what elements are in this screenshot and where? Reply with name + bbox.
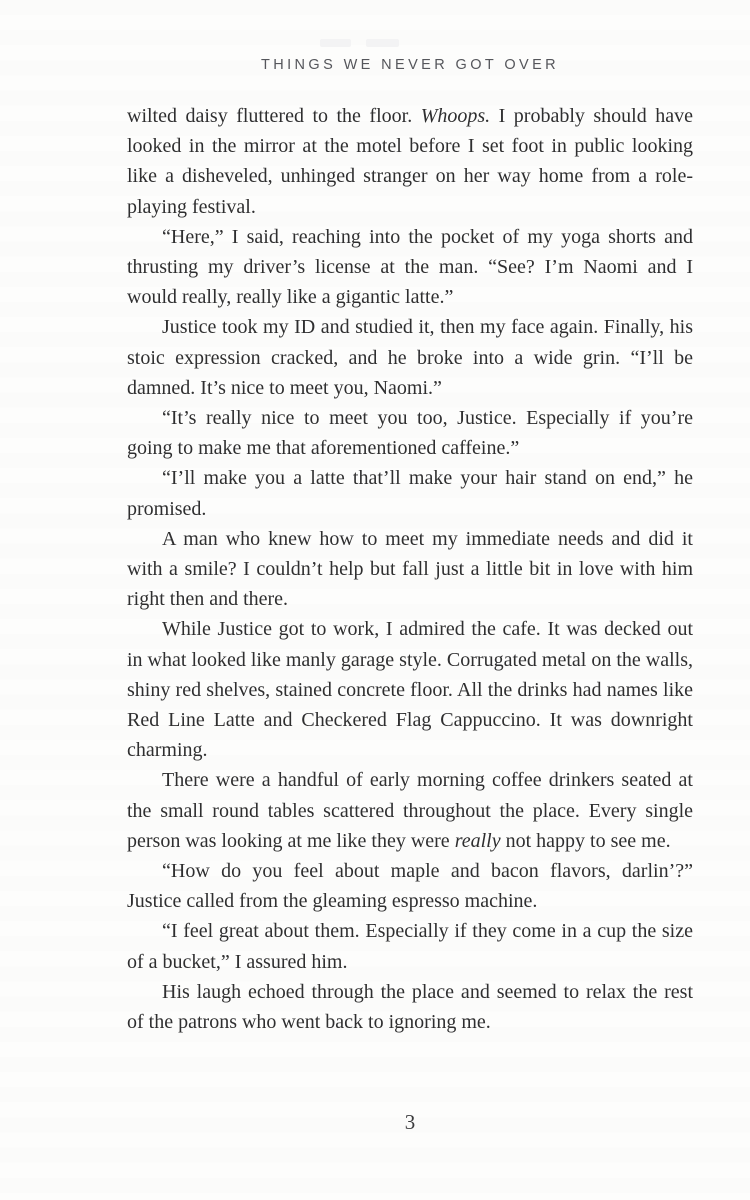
text-segment: “Here,” I said, reaching into the pocket of my yoga shorts and thrusting my driver’s license at the man. “See? I’m Naomi and I would really, really like a gigantic latte.”	[127, 225, 693, 309]
text-segment: There were a handful of early morning coffee drinkers seated at the small round tables scattered throughout the place. Every single person was looking at me like they were	[127, 769, 693, 852]
text-segment: While Justice got to work, I admired the cafe. It was decked out in what looked like manly garage style. Corrugated metal on the walls, shiny red shelves, stained concrete floor. All the drinks had names like Red Line Latte and Checkered Flag Cappuccino. It was downright charming.	[127, 618, 693, 762]
text-segment: “It’s really nice to meet you too, Justice. Especially if you’re going to make me that aforementioned caffeine.”	[127, 407, 693, 460]
text-segment: wilted daisy fluttered to the floor.	[127, 105, 421, 127]
paragraph	[127, 101, 693, 222]
paragraph	[127, 463, 693, 523]
scan-smudge	[366, 39, 399, 47]
text-segment: “I feel great about them. Especially if they come in a cup the size of a bucket,” I assured him.	[127, 920, 693, 973]
page-number: 3	[404, 1110, 416, 1134]
text-segment: “I’ll make you a latte that’ll make your hair stand on end,” he promised.	[127, 467, 693, 520]
italic-text-segment: really	[454, 829, 501, 852]
page-body	[127, 101, 693, 1037]
running-header: THINGS WE NEVER GOT OVER	[260, 57, 560, 73]
paragraph	[127, 856, 693, 916]
paragraph	[127, 312, 693, 403]
text-segment: His laugh echoed through the place and seemed to relax the rest of the patrons who went back to ignoring me.	[127, 980, 693, 1034]
paragraph	[127, 765, 693, 856]
text-segment: “How do you feel about maple and bacon flavors, darlin’?” Justice called from the gleaming espresso machine.	[127, 860, 693, 913]
paragraph	[127, 524, 693, 615]
paragraph	[127, 403, 693, 463]
paragraph	[127, 222, 693, 313]
text-segment: A man who knew how to meet my immediate needs and did it with a smile? I couldn’t help but fall just a little bit in love with him right then and there.	[127, 527, 693, 611]
text-segment: not happy to see me.	[500, 829, 671, 852]
paragraph	[127, 916, 693, 976]
scan-smudge	[320, 39, 351, 47]
text-segment: I probably should have looked in the mirror at the motel before I set foot in public looking like a disheveled, unhinged stranger on her way home from a role-playing festival.	[127, 105, 693, 218]
text-segment: Justice took my ID and studied it, then my face again. Finally, his stoic expression cracked, and he broke into a wide grin. “I’ll be damned. It’s nice to meet you, Naomi.”	[127, 316, 693, 399]
italic-text-segment: Whoops.	[420, 105, 491, 127]
paragraph	[127, 977, 693, 1037]
paragraph	[127, 614, 693, 765]
